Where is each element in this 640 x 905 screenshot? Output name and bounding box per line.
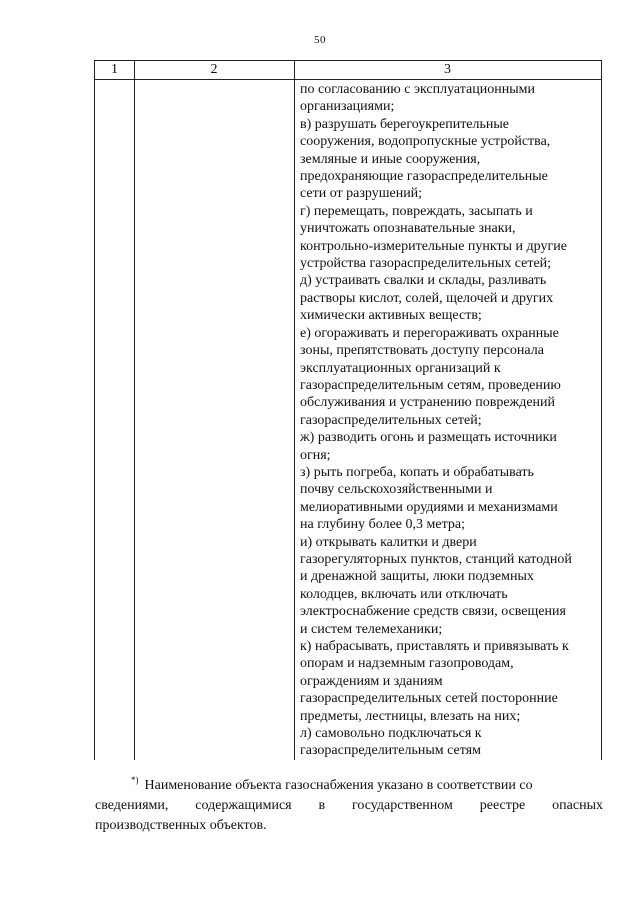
text-line: газораспределительных сетей; [300,412,482,428]
text-line: з) рыть погреба, копать и обрабатывать [300,464,534,480]
text-line: растворы кислот, солей, щелочей и других [300,290,554,306]
text-line: и систем телемеханики; [300,621,443,637]
text-line: газораспределительных сетей посторонние [300,691,558,707]
text-line: огня; [300,447,331,463]
text-line: д) устраивать свалки и склады, разливать [300,273,547,289]
text-line: ограждениям и зданиям [300,673,443,689]
text-line: л) самовольно подключаться к [300,726,482,742]
column-divider [294,61,295,760]
text-line: г) перемещать, повреждать, засыпать и [300,203,533,219]
page-number: 50 [314,34,326,46]
text-line: устройства газораспределительных сетей; [300,256,552,272]
footnote-word: содержащимися [195,798,292,813]
text-line: мелиоративными орудиями и механизмами [300,499,558,515]
text-line: эксплуатационных организаций к [300,360,501,376]
text-line: и дренажной защиты, люки подземных [300,569,534,585]
text-line: в) разрушать берегоукрепительные [300,116,510,132]
text-line: газораспределительным сетям, проведению [300,377,561,393]
footnote-word: реестре [479,798,526,813]
table-header-row [95,61,601,80]
footnote-word: государственном [352,798,453,813]
text-line: опорам и надземным газопроводам, [300,656,514,672]
text-line: уничтожать опознавательные знаки, [300,221,516,237]
text-line: химически активных веществ; [300,308,482,324]
text-line: колодцев, включать или отключать [300,586,508,602]
text-line: предметы, лестницы, влезать на них; [300,708,521,724]
restrictions-text [300,81,600,760]
text-line: к) набрасывать, приставлять и привязывать к [300,639,569,654]
footnote-marker: *) [131,775,139,785]
text-line: организациями; [300,99,395,115]
column-header: 1 [111,62,118,77]
text-line: е) огораживать и перегораживать охранные [300,325,559,341]
column-header: 2 [210,62,218,77]
text-line: на глубину более 0,3 метра; [300,517,465,533]
text-line: почву сельскохозяйственными и [300,482,493,498]
text-line: электроснабжение средств связи, освещения [300,604,566,620]
footnote-word: в [318,798,326,813]
text-line: газораспределительным сетям [300,743,481,759]
column-divider [134,61,135,760]
text-line: зоны, препятствовать доступу персонала [300,343,544,359]
footnote-word: сведениями, [95,798,169,813]
requirements-table [94,60,602,760]
text-line: сети от разрушений; [300,186,423,202]
footnote-line [95,776,603,796]
footnote [95,776,603,836]
text-line: предохраняющие газораспределительные [300,169,548,185]
footnote-line [95,796,603,816]
text-line: контрольно-измерительные пункты и другие [300,238,567,254]
text-line: ж) разводить огонь и размещать источники [300,430,557,446]
footnote-text: производственных объектов. [95,818,267,833]
text-line: обслуживания и устранению повреждений [300,395,556,411]
footnote-word: опасных [552,798,603,813]
text-line: и) открывать калитки и двери [300,534,477,550]
text-line: земляные и иные сооружения, [300,151,481,167]
footnote-text: Наименование объекта газоснабжения указано в соответствии со [144,778,533,793]
text-line: сооружения, водопропускные устройства, [300,134,551,150]
text-line: газорегуляторных пунктов, станций катодной [300,551,572,567]
text-line: по согласованию с эксплуатационными [300,82,535,97]
column-header: 3 [444,62,451,77]
footnote-line [95,816,603,836]
